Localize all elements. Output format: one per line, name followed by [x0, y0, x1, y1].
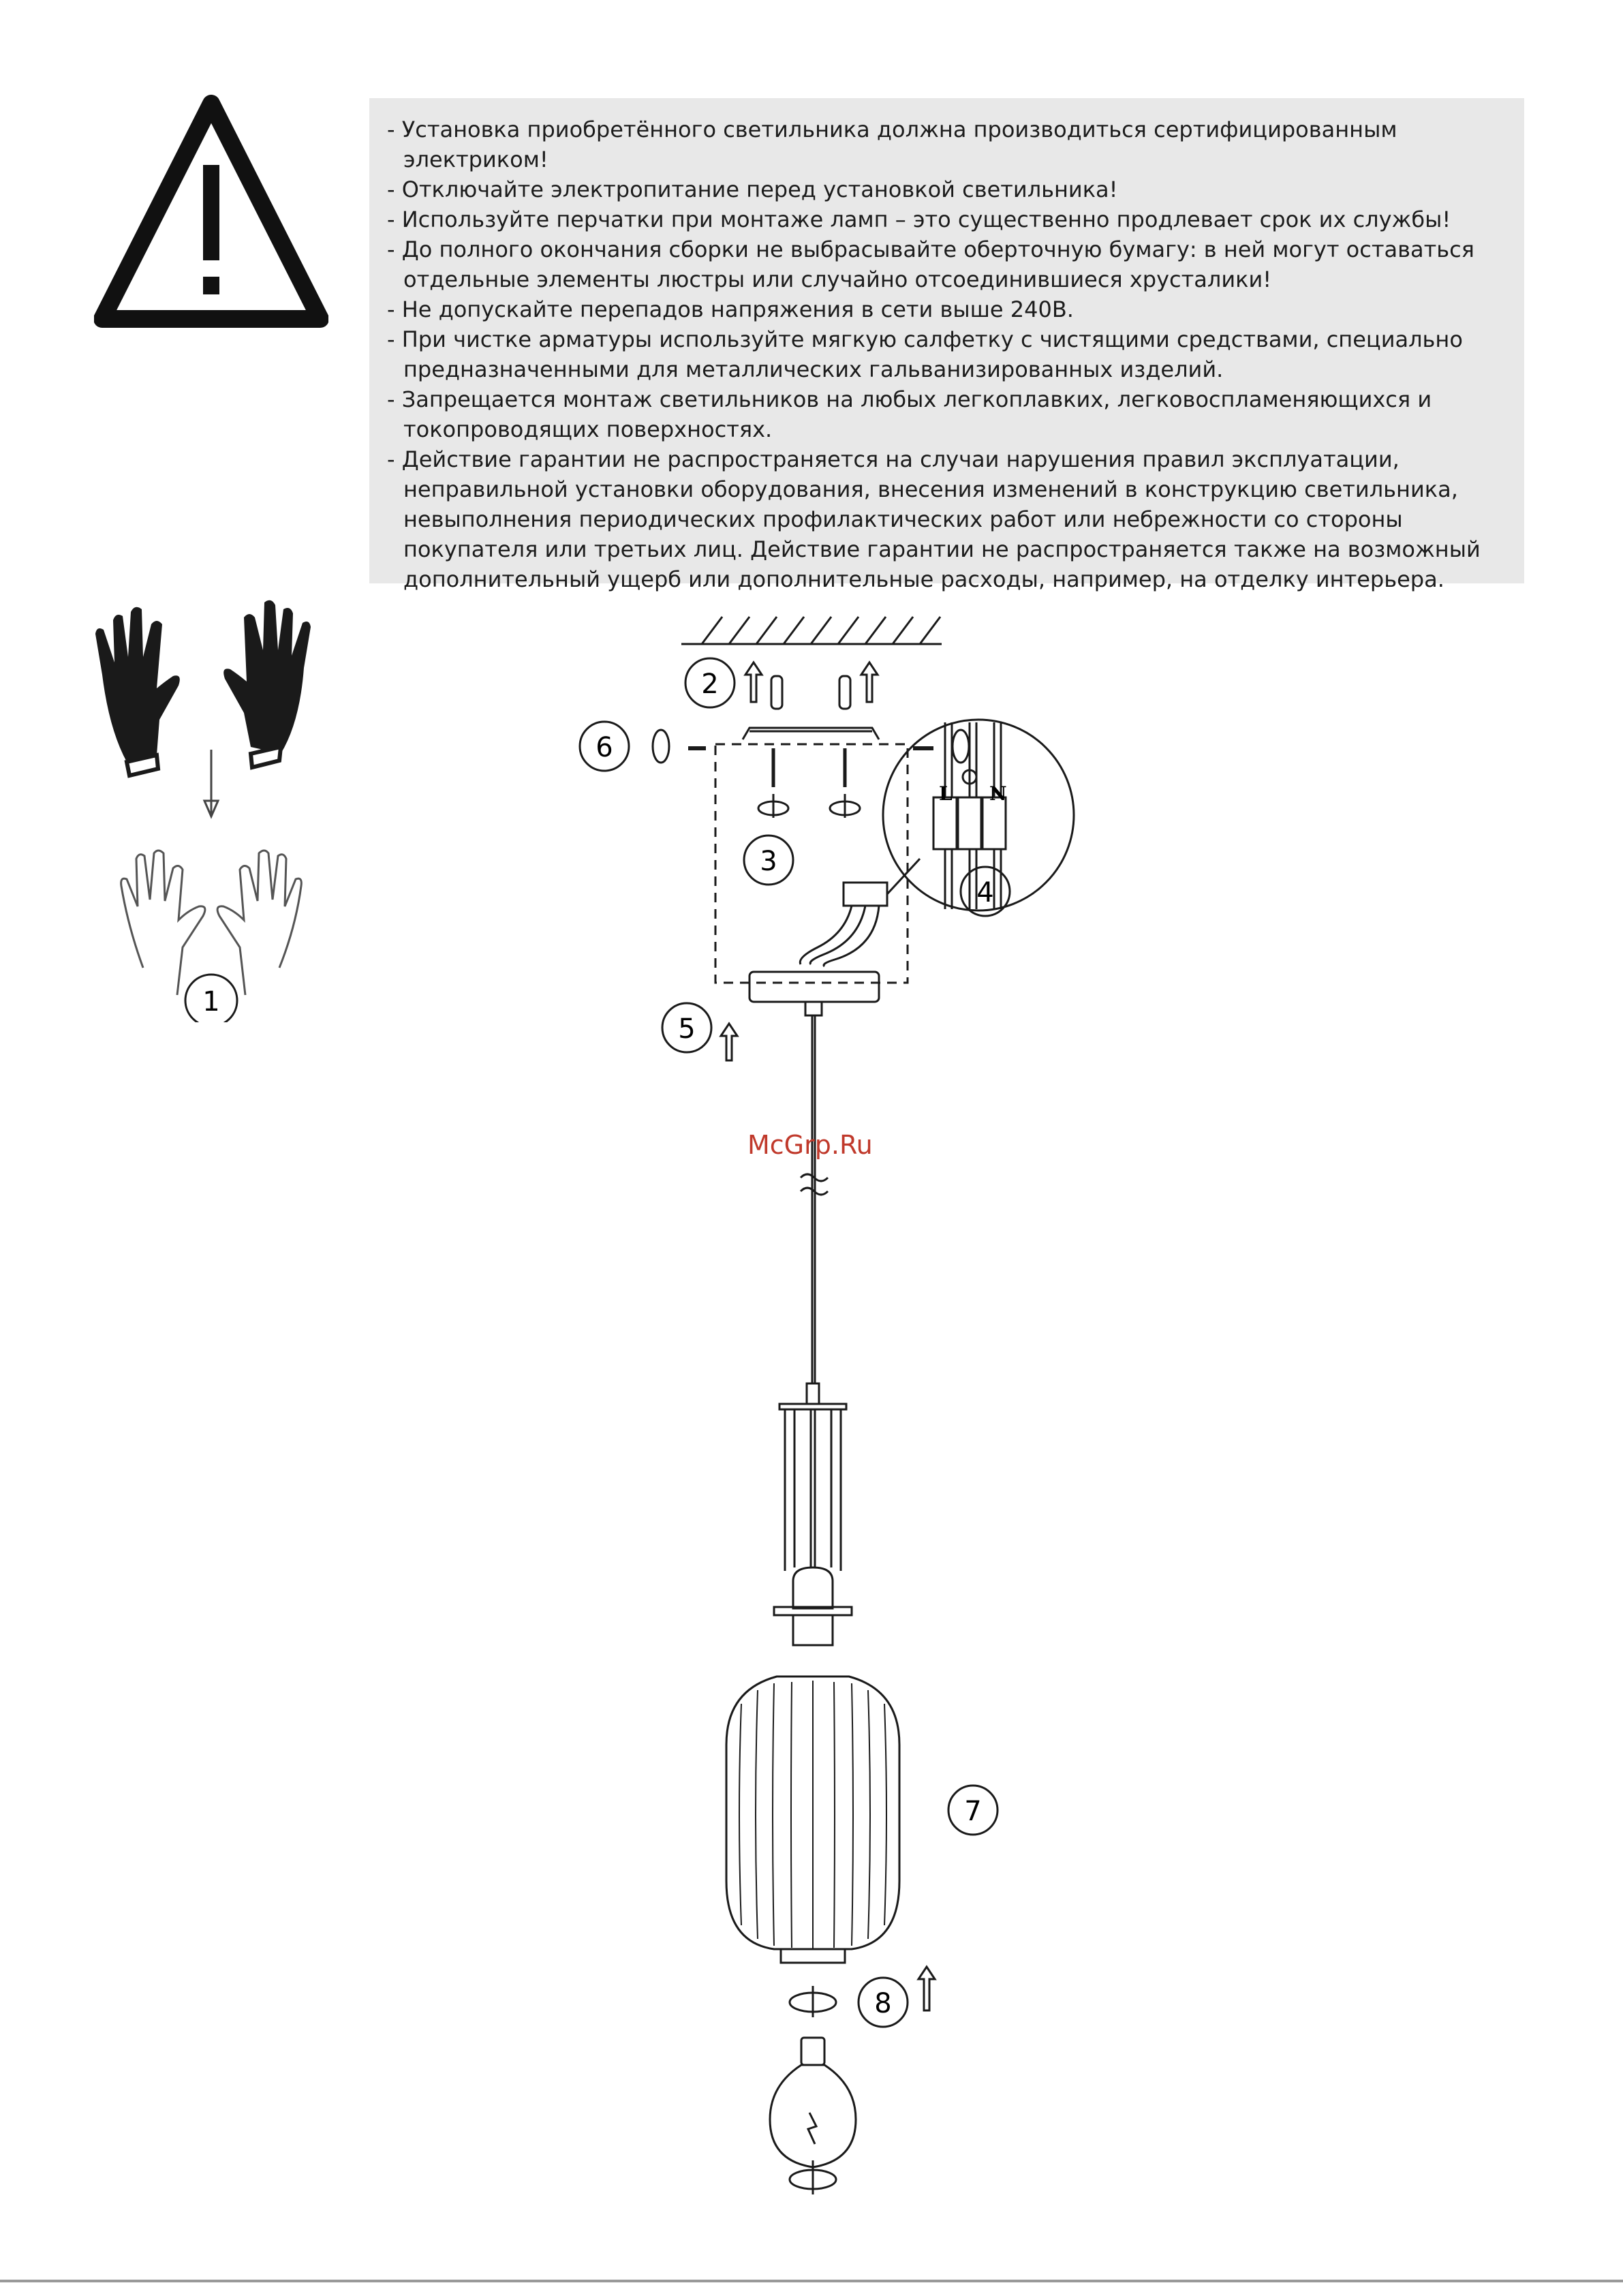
notice-item: - До полного окончания сборки не выбрасывайте оберточную бумагу: в ней могут оставаться отдельные элементы люстры или случайно отсоединившиеся хрусталики!: [387, 234, 1506, 294]
ceiling-hatch: [702, 617, 940, 644]
light-bulb-icon: [770, 2038, 856, 2167]
lamp-socket: [793, 1567, 833, 1608]
frame-top: [779, 1404, 846, 1409]
mounting-bracket: [743, 728, 879, 739]
safety-notice: [369, 98, 1524, 592]
step-3-label: 3: [760, 846, 777, 877]
notice-item: - Не допускайте перепадов напряжения в сети выше 240В.: [387, 294, 1506, 324]
step-6-label: 6: [596, 732, 613, 763]
up-arrow-icon: [721, 1024, 737, 1060]
wall-anchor-icon: [771, 676, 850, 709]
wiring-terminal-detail: [933, 797, 981, 849]
assembly-diagram: [566, 600, 1145, 2208]
watermark: McGrp.Ru: [747, 1130, 873, 1160]
notice-item: - Отключайте электропитание перед установкой светильника!: [387, 174, 1506, 204]
gloves-step: [89, 586, 334, 1022]
canopy: [749, 972, 879, 1002]
notice-item: - При чистке арматуры используйте мягкую салфетку с чистящими средствами, специально предназначенными для металлических гальванизированных изделий.: [387, 324, 1506, 384]
bare-hands-icon: [121, 851, 302, 995]
terminal-block: [844, 883, 887, 906]
step-8-label: 8: [874, 1988, 892, 2019]
safety-notice-list: [387, 114, 1506, 594]
bottom-rule: [0, 2280, 1623, 2282]
notice-item: - Запрещается монтаж светильников на любых легкоплавких, легковоспламеняющихся и токопроводящих поверхностях.: [387, 384, 1506, 444]
step-7-label: 7: [964, 1796, 982, 1827]
notice-item: - Используйте перчатки при монтаже ламп – это существенно продлевает срок их службы!: [387, 204, 1506, 234]
notice-item: - Действие гарантии не распространяется на случаи нарушения правил эксплуатации, неправильной установки оборудования, внесения изменений в конструкцию светильника, невыполнения периодических профилактических работ или небрежности со стороны покупателя или третьих лиц. Действие гарантии не распространяется также на возможный дополнительный ущерб или дополнительные расходы, например, на отделку интерьера.: [387, 444, 1506, 594]
notice-item: - Установка приобретённого светильника должна производиться сертифицированным электриком!: [387, 114, 1506, 174]
rotate-icon: [758, 794, 860, 818]
gloves-icon: [95, 600, 311, 776]
live-terminal-label: L: [939, 782, 953, 805]
up-arrow-icon: [918, 1967, 935, 2010]
up-arrow-icon: [745, 662, 878, 702]
neutral-terminal-label: N: [989, 782, 1007, 805]
step-1-label: 1: [202, 986, 220, 1017]
mounting-screw-icon: [773, 748, 845, 787]
step-4-label: 4: [976, 877, 994, 908]
warning-triangle-icon: [94, 94, 328, 328]
step-5-label: 5: [678, 1013, 696, 1045]
step-2-label: 2: [701, 669, 719, 700]
shade-retaining-ring: [781, 1949, 845, 1963]
